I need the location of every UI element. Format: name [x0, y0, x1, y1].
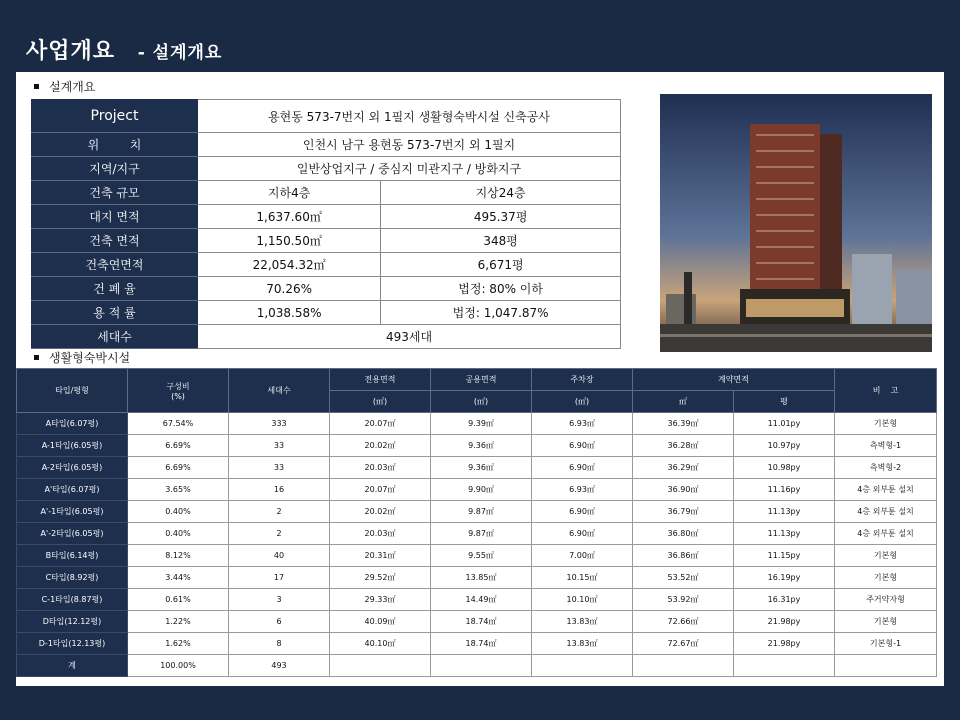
table-row — [32, 229, 621, 253]
table-cell: 20.31㎡ — [330, 545, 431, 567]
building-area-label: 건축 면적 — [32, 229, 198, 253]
table-cell: 36.28㎡ — [633, 435, 734, 457]
table-row — [32, 181, 621, 205]
table-cell — [330, 655, 431, 677]
table-cell: 0.40% — [128, 501, 229, 523]
table-cell: 20.02㎡ — [330, 435, 431, 457]
table-cell: 72.66㎡ — [633, 611, 734, 633]
table-row — [17, 611, 937, 633]
row-type-label: A'-2타입(6.05평) — [17, 523, 128, 545]
header-parking: 주차장 — [532, 369, 633, 391]
table-cell — [532, 655, 633, 677]
total-label: 계 — [17, 655, 128, 677]
site-area-m2: 1,637.60㎡ — [198, 205, 381, 229]
table-cell: 0.61% — [128, 589, 229, 611]
table-cell — [835, 655, 937, 677]
table-cell: 16.31py — [734, 589, 835, 611]
table-cell: 20.07㎡ — [330, 479, 431, 501]
table-cell: 9.36㎡ — [431, 457, 532, 479]
table-cell: 7.00㎡ — [532, 545, 633, 567]
row-type-label: A타입(6.07평) — [17, 413, 128, 435]
bcr-legal: 법정: 80% 이하 — [381, 277, 621, 301]
header-common: 공용면적 — [431, 369, 532, 391]
table-row — [32, 100, 621, 133]
units-label: 세대수 — [32, 325, 198, 349]
table-cell: 4층 외부툰 설치 — [835, 501, 937, 523]
header-ratio-text: 구성비 — [166, 381, 190, 391]
building-rendering-svg — [660, 94, 932, 352]
table-cell: 29.52㎡ — [330, 567, 431, 589]
table-cell: 53.52㎡ — [633, 567, 734, 589]
table-cell: 주거약자형 — [835, 589, 937, 611]
row-type-label: A-1타입(6.05평) — [17, 435, 128, 457]
table-row — [17, 435, 937, 457]
table-cell: 9.55㎡ — [431, 545, 532, 567]
section-overview-label — [34, 78, 95, 95]
table-cell: 기본형 — [835, 413, 937, 435]
table-cell: 기본형 — [835, 545, 937, 567]
table-cell: 8.12% — [128, 545, 229, 567]
table-cell: 36.80㎡ — [633, 523, 734, 545]
table-cell: 9.90㎡ — [431, 479, 532, 501]
row-type-label: D-1타입(12.13평) — [17, 633, 128, 655]
table-cell — [633, 655, 734, 677]
table-cell: 6.90㎡ — [532, 435, 633, 457]
table-cell: 18.74㎡ — [431, 611, 532, 633]
zone-label: 지역/지구 — [32, 157, 198, 181]
table-cell: 10.97py — [734, 435, 835, 457]
table-cell: 11.01py — [734, 413, 835, 435]
project-label: Project — [32, 100, 198, 133]
table-cell: 40.09㎡ — [330, 611, 431, 633]
table-cell: 13.85㎡ — [431, 567, 532, 589]
location-value: 인천시 남구 용현동 573-7번지 외 1필지 — [198, 133, 621, 157]
table-cell: 1.22% — [128, 611, 229, 633]
table-row — [17, 479, 937, 501]
gross-area-m2: 22,054.32㎡ — [198, 253, 381, 277]
zone-value: 일반상업지구 / 중심지 미관지구 / 방화지구 — [198, 157, 621, 181]
table-row — [32, 133, 621, 157]
table-cell: 18.74㎡ — [431, 633, 532, 655]
table-cell: 8 — [229, 633, 330, 655]
table-cell: 6.93㎡ — [532, 413, 633, 435]
location-label: 위 치 — [32, 133, 198, 157]
table-cell: 17 — [229, 567, 330, 589]
header-unit-contract-m2: ㎡ — [633, 391, 734, 413]
header-type: 타입/평형 — [17, 369, 128, 413]
table-cell: 36.29㎡ — [633, 457, 734, 479]
table-cell: 9.87㎡ — [431, 501, 532, 523]
table-cell: 1.62% — [128, 633, 229, 655]
total-count: 493 — [229, 655, 330, 677]
table-cell: 67.54% — [128, 413, 229, 435]
site-area-label: 대지 면적 — [32, 205, 198, 229]
header-exclusive: 전용면적 — [330, 369, 431, 391]
header-contract: 계약면적 — [633, 369, 835, 391]
table-cell: 16 — [229, 479, 330, 501]
header-unit-common: (㎡) — [431, 391, 532, 413]
project-value: 용현동 573-7번지 외 1필지 생활형숙박시설 신축공사 — [198, 100, 621, 133]
table-cell: 9.36㎡ — [431, 435, 532, 457]
table-cell: 21.98py — [734, 633, 835, 655]
table-cell: 20.03㎡ — [330, 523, 431, 545]
table-row — [32, 253, 621, 277]
section-units-label — [34, 349, 130, 366]
table-cell: 9.39㎡ — [431, 413, 532, 435]
bcr-value: 70.26% — [198, 277, 381, 301]
table-cell: 6 — [229, 611, 330, 633]
table-cell: 20.03㎡ — [330, 457, 431, 479]
table-cell: 6.90㎡ — [532, 501, 633, 523]
table-row — [32, 325, 621, 349]
building-area-py: 348평 — [381, 229, 621, 253]
gross-area-label: 건축연면적 — [32, 253, 198, 277]
table-cell: 36.90㎡ — [633, 479, 734, 501]
table-cell: 10.15㎡ — [532, 567, 633, 589]
table-cell — [734, 655, 835, 677]
table-cell: 16.19py — [734, 567, 835, 589]
units-table-body — [17, 413, 937, 655]
table-cell: 기본형-1 — [835, 633, 937, 655]
table-cell: 20.02㎡ — [330, 501, 431, 523]
scale-above: 지상24층 — [381, 181, 621, 205]
table-cell: 14.49㎡ — [431, 589, 532, 611]
table-row — [17, 589, 937, 611]
table-row — [17, 501, 937, 523]
content-panel — [16, 72, 944, 686]
table-cell: 33 — [229, 435, 330, 457]
table-cell: 3.44% — [128, 567, 229, 589]
table-cell: 2 — [229, 523, 330, 545]
section-units-text: 생활형숙박시설 — [49, 351, 131, 365]
table-cell: 11.15py — [734, 545, 835, 567]
table-row — [17, 633, 937, 655]
table-cell: 11.13py — [734, 501, 835, 523]
table-cell: 10.98py — [734, 457, 835, 479]
table-cell: 4층 외부툰 설치 — [835, 523, 937, 545]
units-value: 493세대 — [198, 325, 621, 349]
table-cell: 33 — [229, 457, 330, 479]
table-cell: 6.69% — [128, 457, 229, 479]
table-cell: 6.69% — [128, 435, 229, 457]
table-cell — [431, 655, 532, 677]
header-unit-exclusive: (㎡) — [330, 391, 431, 413]
table-cell: 21.98py — [734, 611, 835, 633]
bullet-icon — [34, 355, 39, 360]
table-cell: 36.86㎡ — [633, 545, 734, 567]
table-cell: 2 — [229, 501, 330, 523]
table-row — [17, 457, 937, 479]
row-type-label: D타입(12.12평) — [17, 611, 128, 633]
row-type-label: C타입(8.92평) — [17, 567, 128, 589]
table-row — [32, 205, 621, 229]
table-cell: 0.40% — [128, 523, 229, 545]
header-ratio-unit: (%) — [171, 391, 185, 401]
row-type-label: A-2타입(6.05평) — [17, 457, 128, 479]
table-cell: 40 — [229, 545, 330, 567]
far-legal: 법정: 1,047.87% — [381, 301, 621, 325]
table-cell: 13.83㎡ — [532, 611, 633, 633]
table-cell: 72.67㎡ — [633, 633, 734, 655]
table-cell: 3.65% — [128, 479, 229, 501]
header-count: 세대수 — [229, 369, 330, 413]
table-cell: 측벽형-1 — [835, 435, 937, 457]
table-cell: 29.33㎡ — [330, 589, 431, 611]
far-value: 1,038.58% — [198, 301, 381, 325]
building-area-m2: 1,150.50㎡ — [198, 229, 381, 253]
page-title — [26, 34, 222, 65]
table-cell: 36.39㎡ — [633, 413, 734, 435]
table-row — [17, 545, 937, 567]
header-note: 비 고 — [835, 369, 937, 413]
table-cell: 측벽형-2 — [835, 457, 937, 479]
table-cell: 10.10㎡ — [532, 589, 633, 611]
section-overview-text: 설계개요 — [49, 80, 96, 94]
table-row — [32, 277, 621, 301]
overview-table — [31, 99, 621, 349]
bcr-label: 건 폐 율 — [32, 277, 198, 301]
table-row — [32, 157, 621, 181]
scale-label: 건축 규모 — [32, 181, 198, 205]
total-ratio: 100.00% — [128, 655, 229, 677]
table-header-row — [17, 369, 937, 391]
table-cell: 40.10㎡ — [330, 633, 431, 655]
row-type-label: A'-1타입(6.05평) — [17, 501, 128, 523]
table-cell: 11.13py — [734, 523, 835, 545]
table-cell: 6.93㎡ — [532, 479, 633, 501]
table-total-row — [17, 655, 937, 677]
table-cell: 20.07㎡ — [330, 413, 431, 435]
header-unit-parking: (㎡) — [532, 391, 633, 413]
table-cell: 53.92㎡ — [633, 589, 734, 611]
units-table — [16, 368, 937, 677]
table-cell: 6.90㎡ — [532, 523, 633, 545]
row-type-label: C-1타입(8.87평) — [17, 589, 128, 611]
row-type-label: A'타입(6.07평) — [17, 479, 128, 501]
table-row — [17, 523, 937, 545]
table-cell: 333 — [229, 413, 330, 435]
table-cell: 9.87㎡ — [431, 523, 532, 545]
bullet-icon — [34, 84, 39, 89]
far-label: 용 적 률 — [32, 301, 198, 325]
scale-below: 지하4층 — [198, 181, 381, 205]
row-type-label: B타입(6.14평) — [17, 545, 128, 567]
table-row — [17, 567, 937, 589]
table-row — [17, 413, 937, 435]
header-unit-contract-py: 평 — [734, 391, 835, 413]
table-row — [32, 301, 621, 325]
site-area-py: 495.37평 — [381, 205, 621, 229]
title-subtitle: - 설계개요 — [137, 43, 223, 63]
table-cell: 6.90㎡ — [532, 457, 633, 479]
building-rendering-image — [660, 94, 932, 352]
table-cell: 36.79㎡ — [633, 501, 734, 523]
table-cell: 3 — [229, 589, 330, 611]
table-cell: 기본형 — [835, 611, 937, 633]
header-ratio — [128, 369, 229, 413]
table-cell: 11.16py — [734, 479, 835, 501]
table-cell: 13.83㎡ — [532, 633, 633, 655]
title-main: 사업개요 — [26, 39, 116, 64]
table-cell: 기본형 — [835, 567, 937, 589]
gross-area-py: 6,671평 — [381, 253, 621, 277]
table-cell: 4층 외부툰 설치 — [835, 479, 937, 501]
